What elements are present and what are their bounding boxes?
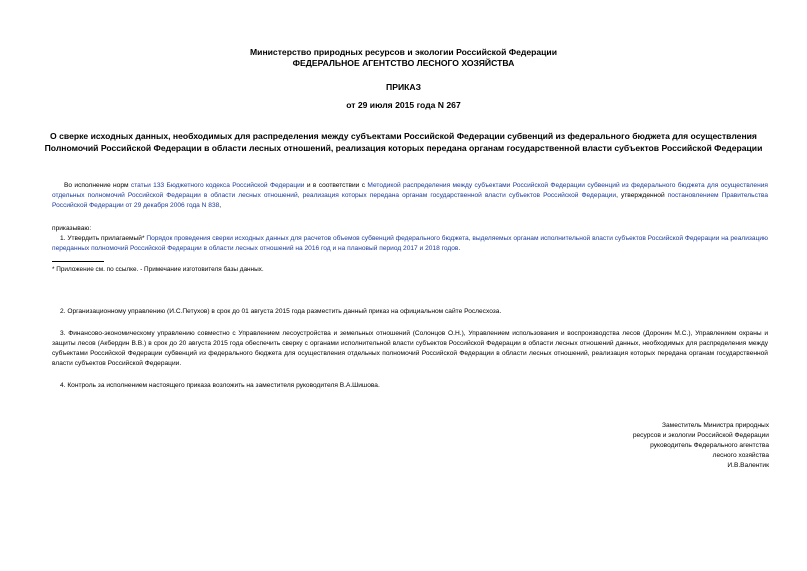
signature-line-3: руководитель Федерального агентства: [650, 442, 769, 449]
item-1-end: .: [458, 245, 461, 252]
document-title: О сверке исходных данных, необходимых для распределения между субъектами Российской Федерации субвенций из федерального бюджета для осуществления Полномочий Российской Федерации в области лесных отношений, реализация которых передана органам государственной власти субъектов Российской Федерации: [44, 131, 763, 153]
item-4-text: 4. Контроль за исполнением настоящего приказа возложить на заместителя руководителя В.А.Шишова.: [60, 382, 380, 389]
item-1-paragraph: [52, 234, 768, 254]
item-2-text: 2. Организационному управлению (И.С.Петухов) в срок до 01 августа 2015 года разместить данный приказ на официальном сайте Рослесхоза.: [60, 308, 502, 315]
signature-name: И.В.Валентик: [727, 462, 769, 469]
item-4-paragraph: [52, 381, 768, 391]
preamble-text-3: , утвержденной: [616, 192, 668, 199]
document-type: ПРИКАЗ: [386, 82, 421, 92]
ministry-name: Министерство природных ресурсов и экологии Российской Федерации: [250, 47, 557, 57]
item-1-text: 1. Утвердить прилагаемый*: [60, 235, 147, 242]
item-3-paragraph: [52, 329, 768, 369]
preamble-text-1: Во исполнение норм: [64, 182, 131, 189]
preamble-text-2: и в соответствии с: [304, 182, 368, 189]
preamble-paragraph: [52, 181, 768, 211]
footnote-divider: [52, 261, 104, 262]
signature-block: [633, 421, 769, 471]
signature-line-1: Заместитель Министра природных: [662, 422, 769, 429]
methodology-link[interactable]: Методикой распределения между субъектами Российской Федерации субвенций из федерального бюджета для осуществления отдельных полномочий Российской Федерации в области лесных отношений, реализация которых передана органам государственной власти субъектов Российской Федерации: [52, 182, 768, 199]
budget-code-link[interactable]: статьи 133 Бюджетного кодекса Российской Федерации: [130, 182, 305, 189]
government-decree-link[interactable]: постановлением Правительства Российской Федерации от 29 декабря 2006 года N 838: [52, 192, 769, 209]
item-3-text: 3. Финансово-экономическому управлению совместно с Управлением лесоустройства и земельных отношений (Солонцов О.Н.), Управлением использования и воспроизводства лесов (Доронин М.С.), Управлением охраны и защиты лесов (Акбердин В.В.) в срок до 20 августа 2015 года обеспечить сверку с органами исполнительной власти субъектов Российской Федерации в области лесных отношений данных, необходимых для распределения между субъектами Российской Федерации субвенций из федерального бюджета для осуществления отдельных полномочий Российской Федерации в области лесных отношений, реализация которых передана органам государственной власти субъектов Российской Федерации.: [52, 330, 768, 367]
preamble-text-4: ,: [219, 202, 222, 209]
footnote: * Приложение см. по ссылке. - Примечание изготовителя базы данных.: [52, 266, 264, 273]
agency-name: ФЕДЕРАЛЬНОЕ АГЕНТСТВО ЛЕСНОГО ХОЗЯЙСТВА: [292, 58, 515, 68]
signature-line-4: лесного хозяйства: [712, 452, 769, 459]
signature-line-2: ресурсов и экологии Российской Федерации: [632, 432, 769, 439]
document-date: от 29 июля 2015 года N 267: [346, 100, 461, 110]
order-word: приказываю:: [52, 225, 92, 232]
procedure-link[interactable]: Порядок проведения сверки исходных данных для расчетов объемов субвенций федерального бюджета, выделяемых органам исполнительной власти субъектов Российской Федерации на реализацию переданных полномочий Российской Федерации в области лесных отношений на 2016 год и на плановый период 2017 и 2018 годов: [52, 235, 768, 252]
item-2-paragraph: [52, 307, 768, 317]
